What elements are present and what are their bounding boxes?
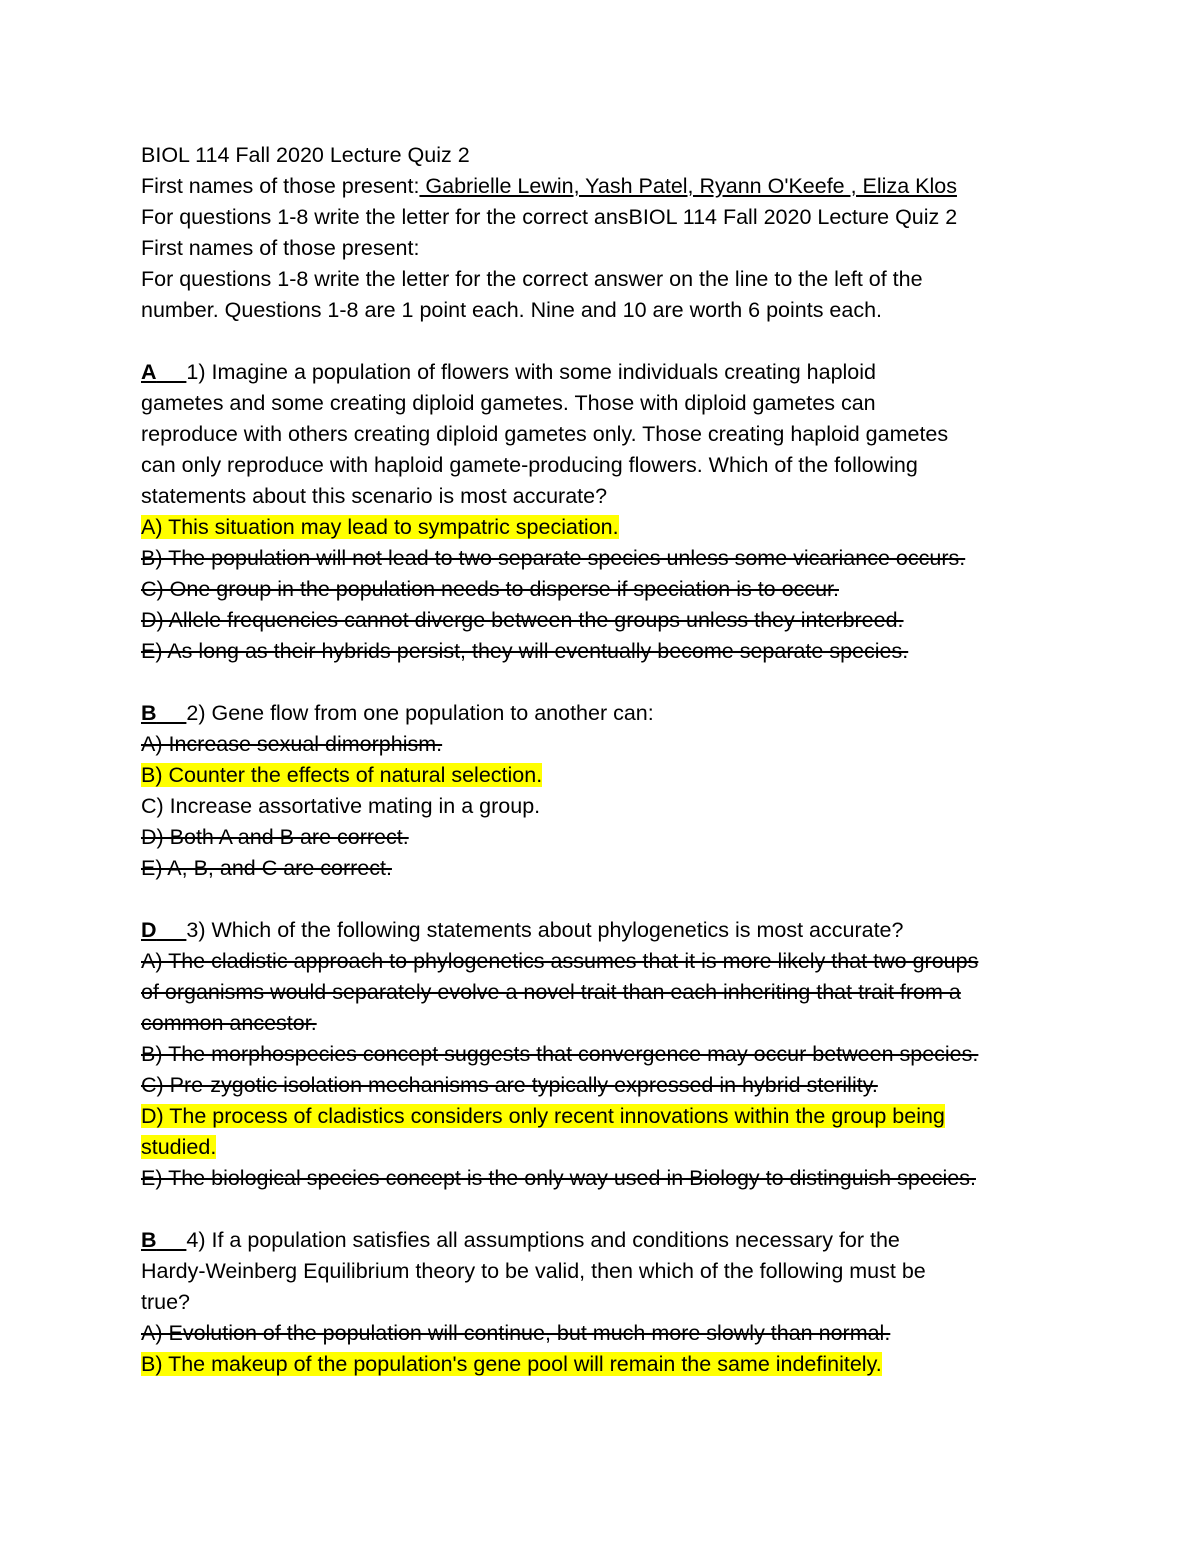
question-4-line-1 — [141, 1225, 1081, 1256]
spacer — [141, 326, 1081, 357]
question-1-option-b — [141, 543, 1081, 574]
question-3-text: Which of the following statements about phylogenetics is most accurate? — [205, 918, 904, 942]
correct-option-highlight: B) Counter the effects of natural selection. — [141, 763, 543, 787]
question-4-line-3: true? — [141, 1290, 191, 1314]
names-label: First names of those present: — [141, 174, 420, 198]
question-3-option-b — [141, 1039, 1081, 1070]
struck-option: E) The biological species concept is the only way used in Biology to distinguish species. — [141, 1166, 976, 1190]
question-3-option-a-2 — [141, 977, 1081, 1008]
question-1-answer: A — [141, 360, 157, 384]
document-page — [141, 140, 1081, 1380]
question-4-answer: B — [141, 1228, 157, 1252]
instructions-line-2: number. Questions 1-8 are 1 point each. Nine and 10 are worth 6 points each. — [141, 298, 883, 322]
struck-option: D) Both A and B are correct. — [141, 825, 409, 849]
question-1-line-1 — [141, 357, 1081, 388]
question-2-number: 2) — [186, 701, 206, 725]
question-3-option-c — [141, 1070, 1081, 1101]
question-2-option-b — [141, 760, 1081, 791]
question-3-answer: D — [141, 918, 157, 942]
question-1-line-3: reproduce with others creating diploid gametes only. Those creating haploid gametes — [141, 422, 949, 446]
struck-option: of organisms would separately evolve a novel trait than each inheriting that trait from a — [141, 980, 961, 1004]
question-1-line-4: can only reproduce with haploid gamete-producing flowers. Which of the following — [141, 453, 918, 477]
question-4-option-a — [141, 1318, 1081, 1349]
correct-option-highlight: A) This situation may lead to sympatric speciation. — [141, 515, 619, 539]
question-1-option-a — [141, 512, 1081, 543]
question-3-number: 3) — [186, 918, 206, 942]
answer-line — [157, 701, 187, 725]
names-value: Gabrielle Lewin, Yash Patel, Ryann O'Keefe , Eliza Klos — [419, 174, 957, 198]
instructions-fragment: For questions 1-8 write the letter for the correct ansBIOL 114 Fall 2020 Lecture Quiz 2 — [141, 205, 958, 229]
question-1-line-2: gametes and some creating diploid gametes. Those with diploid gametes can — [141, 391, 876, 415]
correct-option-highlight: B) The makeup of the population's gene pool will remain the same indefinitely. — [141, 1352, 882, 1376]
quiz-title: BIOL 114 Fall 2020 Lecture Quiz 2 — [141, 143, 470, 167]
question-3-option-d-2 — [141, 1132, 1081, 1163]
struck-option: B) The population will not lead to two separate species unless some vicariance occurs. — [141, 546, 966, 570]
struck-option: C) One group in the population needs to disperse if speciation is to occur. — [141, 577, 839, 601]
question-3-option-e — [141, 1163, 1081, 1194]
struck-option: C) Pre-zygotic isolation mechanisms are typically expressed in hybrid sterility. — [141, 1073, 878, 1097]
struck-option: A) Increase sexual dimorphism. — [141, 732, 443, 756]
question-1-line-5: statements about this scenario is most accurate? — [141, 484, 608, 508]
question-2-option-d — [141, 822, 1081, 853]
struck-option: A) Evolution of the population will continue, but much more slowly than normal. — [141, 1321, 891, 1345]
question-4-option-b — [141, 1349, 1081, 1380]
struck-option: common ancestor. — [141, 1011, 317, 1035]
question-4-text: If a population satisfies all assumptions and conditions necessary for the — [205, 1228, 900, 1252]
struck-option: E) A, B, and C are correct. — [141, 856, 392, 880]
question-2-option-e — [141, 853, 1081, 884]
correct-option-highlight: D) The process of cladistics considers only recent innovations within the group being — [141, 1104, 945, 1128]
question-2-text: Gene flow from one population to another can: — [205, 701, 654, 725]
question-1-option-c — [141, 574, 1081, 605]
question-3-line-1 — [141, 915, 1081, 946]
spacer — [141, 1194, 1081, 1225]
question-1-text: Imagine a population of flowers with some individuals creating haploid — [205, 360, 876, 384]
names-label-repeat: First names of those present: — [141, 236, 420, 260]
question-3-option-d-1 — [141, 1101, 1081, 1132]
question-3-option-a-1 — [141, 946, 1081, 977]
struck-option: A) The cladistic approach to phylogenetics assumes that it is more likely that two groups — [141, 949, 979, 973]
struck-option: D) Allele frequencies cannot diverge between the groups unless they interbreed. — [141, 608, 904, 632]
correct-option-highlight: studied. — [141, 1135, 217, 1159]
question-2-option-a — [141, 729, 1081, 760]
question-4-line-2: Hardy-Weinberg Equilibrium theory to be valid, then which of the following must be — [141, 1259, 926, 1283]
question-3-option-a-3 — [141, 1008, 1081, 1039]
answer-line — [157, 360, 187, 384]
instructions-line-1: For questions 1-8 write the letter for the correct answer on the line to the left of the — [141, 267, 923, 291]
struck-option: B) The morphospecies concept suggests that convergence may occur between species. — [141, 1042, 979, 1066]
struck-option: E) As long as their hybrids persist, they will eventually become separate species. — [141, 639, 909, 663]
question-2-answer: B — [141, 701, 157, 725]
names-line — [141, 171, 1081, 202]
answer-line — [157, 918, 187, 942]
question-1-option-e — [141, 636, 1081, 667]
question-1-number: 1) — [186, 360, 206, 384]
question-2-option-c: C) Increase assortative mating in a group. — [141, 794, 541, 818]
question-2-line-1 — [141, 698, 1081, 729]
spacer — [141, 667, 1081, 698]
question-1-option-d — [141, 605, 1081, 636]
spacer — [141, 884, 1081, 915]
question-4-number: 4) — [186, 1228, 206, 1252]
answer-line — [157, 1228, 187, 1252]
